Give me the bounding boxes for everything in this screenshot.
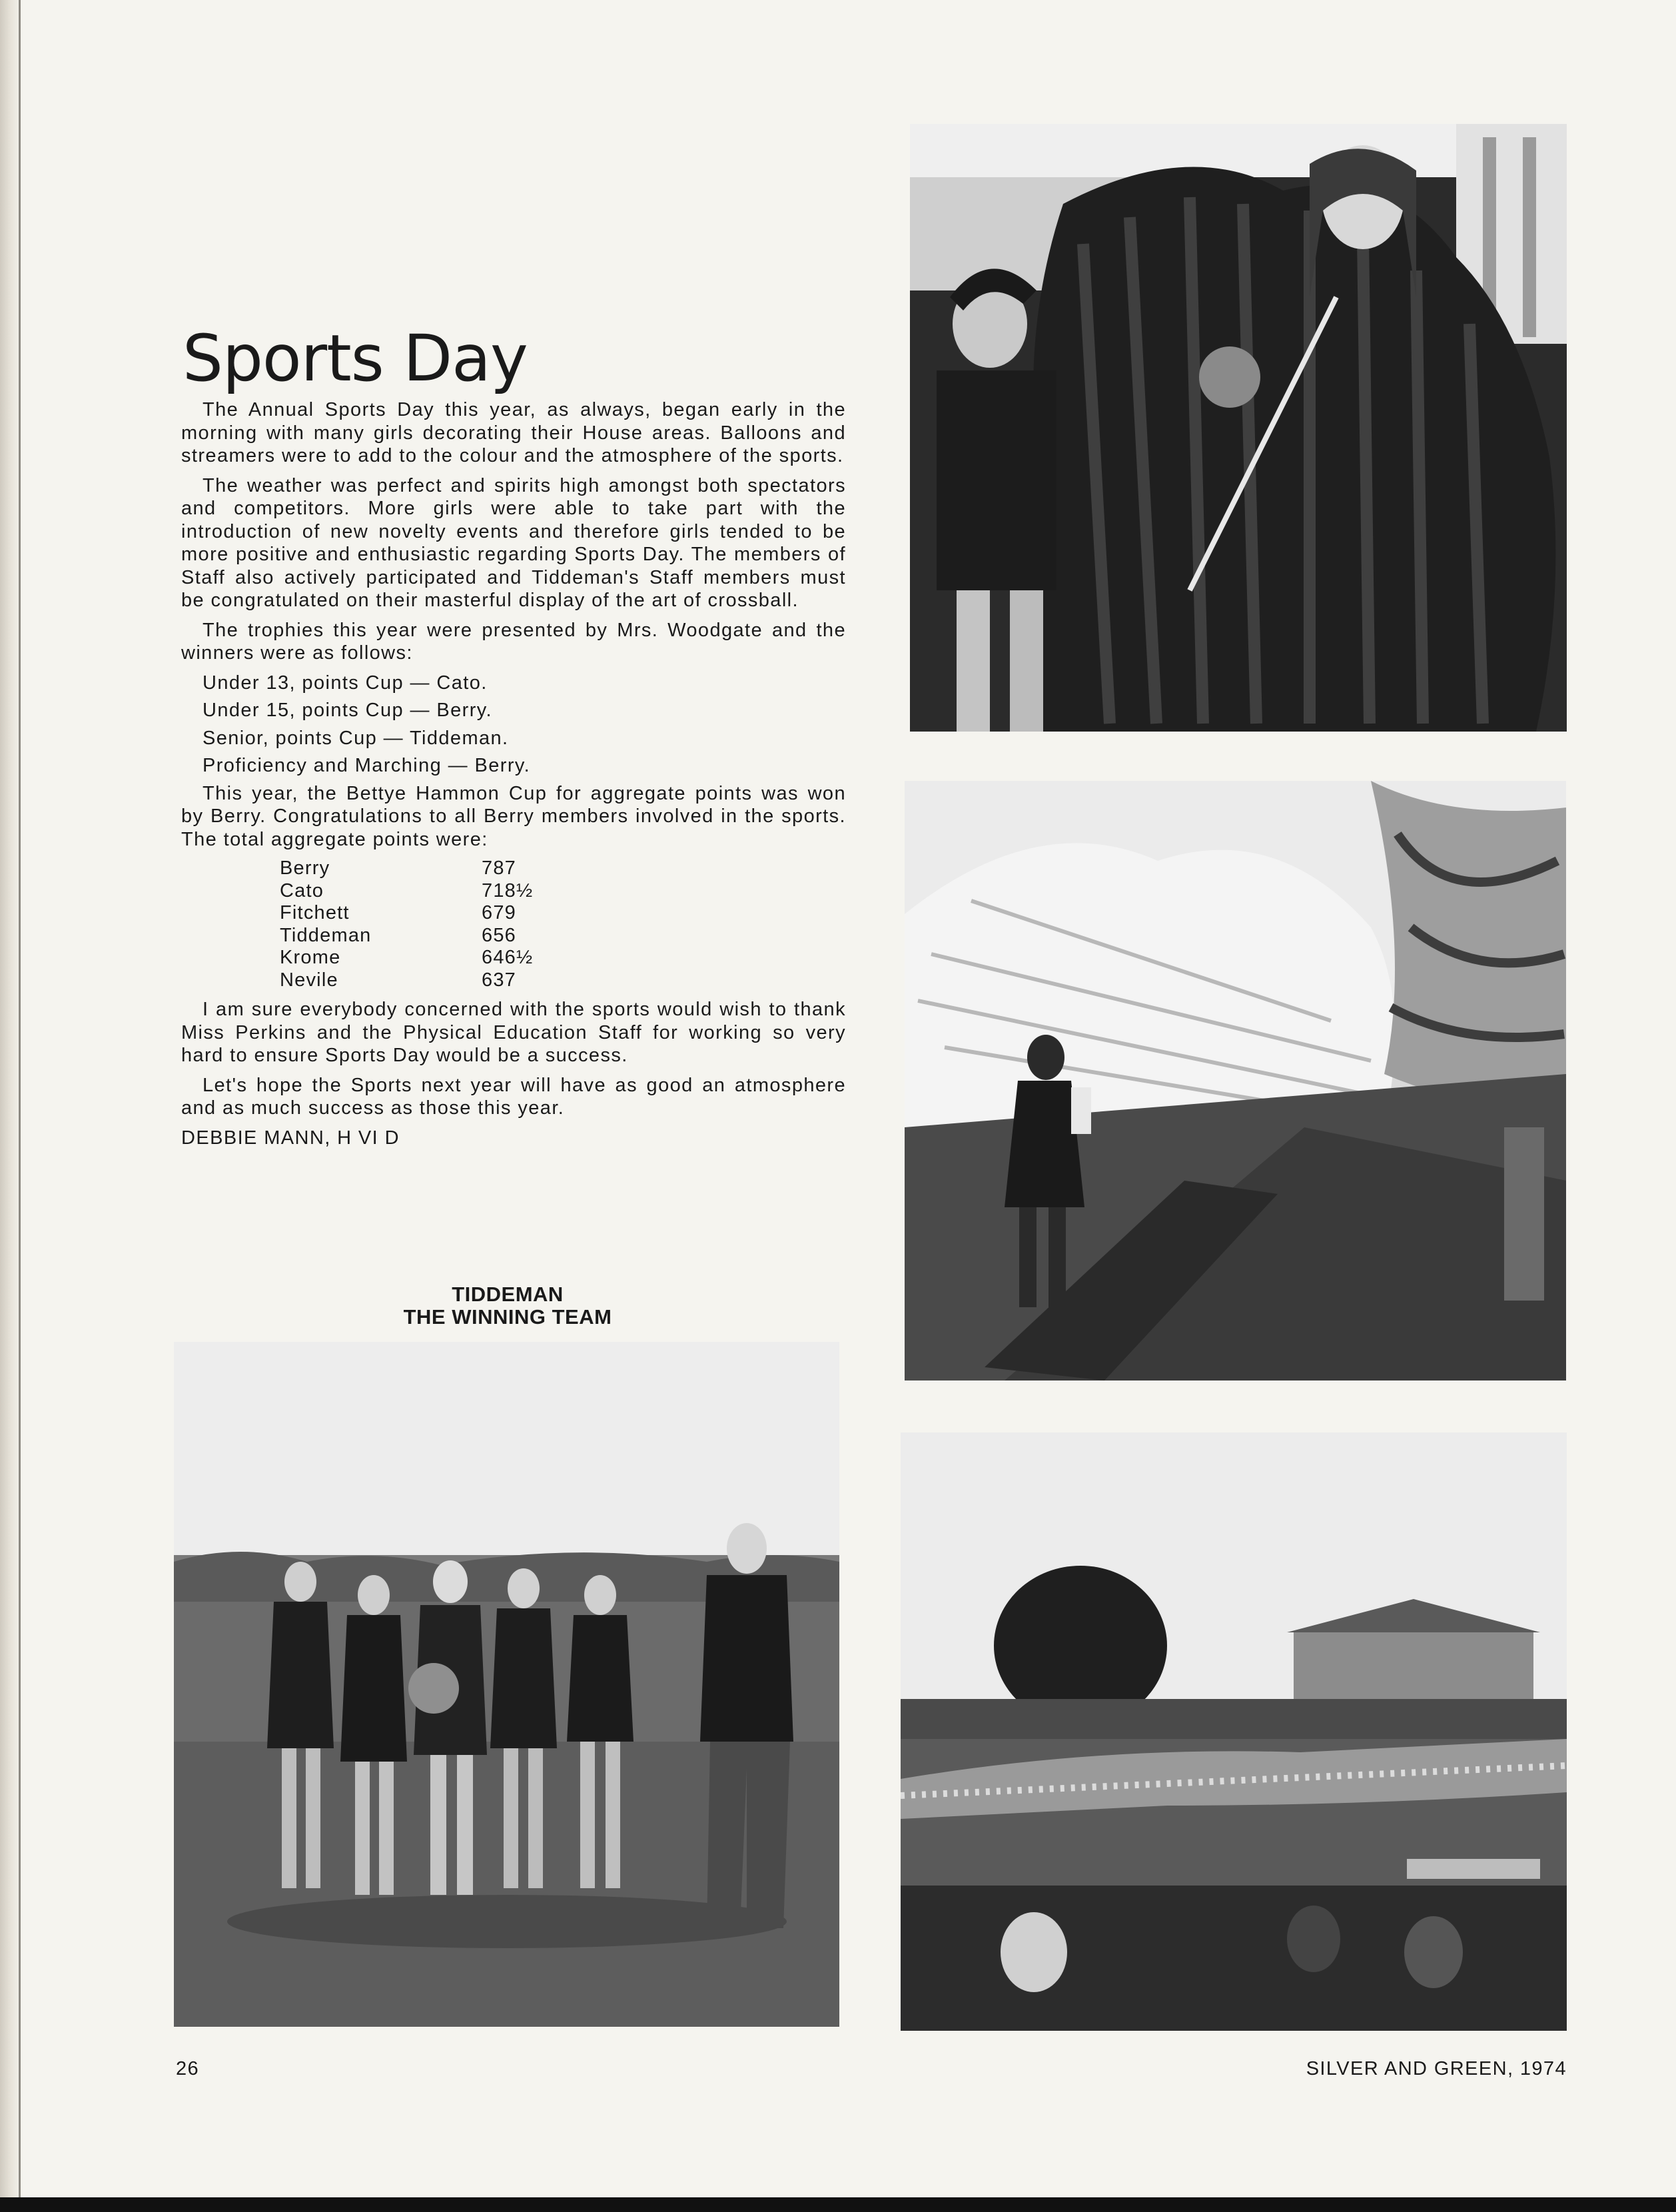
photo-costume-parade	[910, 124, 1567, 732]
house-points: 787	[482, 857, 516, 879]
house-name: Nevile	[280, 969, 338, 991]
article-body	[181, 398, 846, 1156]
house-name: Fitchett	[280, 902, 350, 923]
table-row	[280, 925, 533, 947]
paragraph-1: The Annual Sports Day this year, as always, began early in the morning with many girls decorating their House areas. Balloons and streamers were to add to the colour and the atmosphere of the sports.	[181, 399, 846, 466]
house-points: 637	[482, 969, 516, 991]
publication-title: SILVER AND GREEN, 1974	[1306, 2058, 1567, 2079]
costume-parade-image	[910, 124, 1567, 732]
paragraph-4: This year, the Bettye Hammon Cup for aggregate points was won by Berry. Congratulations to all Berry members involved in the sports. The total aggregate points were:	[181, 782, 846, 850]
house-points: 656	[482, 924, 516, 946]
cup-result-3: Senior, points Cup — Tiddeman.	[203, 727, 509, 749]
team-photo-caption	[175, 1283, 841, 1329]
caption-line-2: THE WINNING TEAM	[403, 1305, 612, 1329]
house-decorations-image	[905, 781, 1566, 1381]
binding-line	[19, 0, 21, 2212]
photo-house-decorations	[905, 781, 1566, 1381]
house-points: 679	[482, 902, 516, 923]
paragraph-3: The trophies this year were presented by Mrs. Woodgate and the winners were as follows:	[181, 619, 846, 664]
table-row	[280, 947, 533, 969]
house-points: 718½	[482, 879, 534, 901]
house-name: Krome	[280, 947, 341, 968]
photo-marching-display	[901, 1432, 1567, 2031]
paragraph-6: Let's hope the Sports next year will have as good an atmosphere and as much success as those this year.	[181, 1074, 846, 1119]
caption-line-1: TIDDEMAN	[452, 1283, 564, 1306]
house-name: Cato	[280, 879, 324, 901]
table-row	[280, 902, 533, 925]
winning-team-image	[174, 1342, 839, 2027]
table-row	[280, 880, 533, 903]
page-number: 26	[176, 2058, 200, 2079]
house-points: 646½	[482, 947, 534, 968]
photo-winning-team	[174, 1342, 839, 2027]
scan-edge	[0, 2197, 1676, 2212]
cup-result-4: Proficiency and Marching — Berry.	[203, 755, 531, 776]
table-row	[280, 857, 533, 880]
paragraph-2: The weather was perfect and spirits high amongst both spectators and competitors. More girls were able to take part with the introduction of new novelty events and therefore girls tended to be more positive and enthusiastic regarding Sports Day. The members of Staff also actively participated and Tiddeman's Staff members must be congratulated on their masterful display of the art of crossball.	[181, 474, 846, 611]
marching-display-image	[901, 1432, 1567, 2031]
article-title: Sports Day	[183, 321, 528, 396]
author-signature: DEBBIE MANN, H VI D	[181, 1127, 400, 1149]
paragraph-5: I am sure everybody concerned with the sports would wish to thank Miss Perkins and the Physical Education Staff for working so very hard to ensure Sports Day would be a success.	[181, 999, 846, 1066]
cup-result-1: Under 13, points Cup — Cato.	[203, 672, 488, 694]
house-name: Tiddeman	[280, 924, 372, 946]
table-row	[280, 969, 533, 992]
aggregate-points-table	[280, 857, 533, 991]
house-name: Berry	[280, 857, 330, 879]
cup-result-2: Under 15, points Cup — Berry.	[203, 700, 492, 721]
